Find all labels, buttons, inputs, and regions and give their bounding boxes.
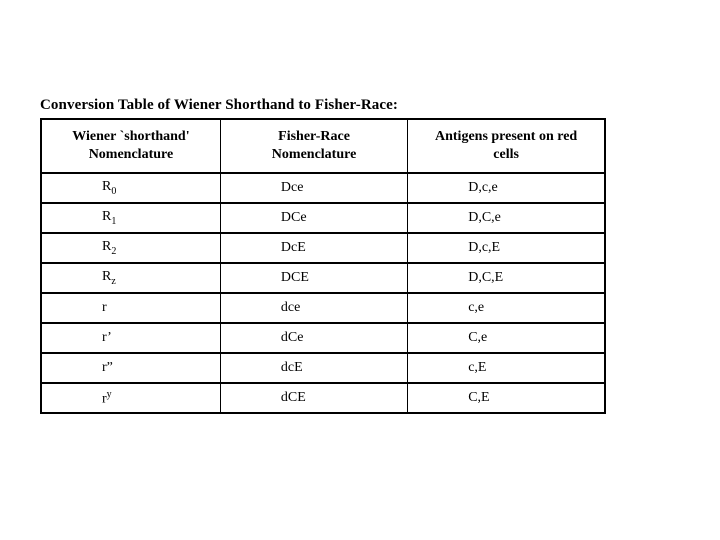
antigens-cell: D,C,e	[408, 203, 605, 233]
wiener-cell	[41, 233, 220, 263]
fisher-cell: DCE	[220, 263, 407, 293]
table-row	[41, 293, 605, 323]
table-title: Conversion Table of Wiener Shorthand to Fisher-Race:	[40, 97, 398, 113]
wiener-subscript: 0	[111, 185, 117, 197]
wiener-base: r’	[102, 330, 112, 345]
wiener-cell	[41, 353, 220, 383]
header-row	[41, 119, 605, 173]
table-row	[41, 173, 605, 203]
wiener-cell	[41, 263, 220, 293]
fisher-cell: dCe	[220, 323, 407, 353]
wiener-superscript: y	[106, 388, 112, 400]
fisher-cell: Dce	[220, 173, 407, 203]
header-fisher-line2: Nomenclature	[271, 147, 357, 162]
antigens-cell: D,C,E	[408, 263, 605, 293]
header-wiener-line1: Wiener `shorthand'	[72, 129, 190, 144]
wiener-base: R	[102, 239, 112, 255]
wiener-subscript: z	[111, 275, 116, 287]
wiener-subscript: 1	[111, 215, 117, 227]
header-fisher-line1: Fisher-Race	[278, 129, 350, 144]
table-row	[41, 323, 605, 353]
header-antigens-line2: cells	[493, 147, 519, 162]
header-wiener-line2: Nomenclature	[88, 147, 174, 162]
fisher-cell: dcE	[220, 353, 407, 383]
conversion-table	[40, 118, 606, 414]
wiener-cell	[41, 293, 220, 323]
wiener-base: R	[102, 269, 112, 285]
antigens-cell: C,e	[408, 323, 605, 353]
table-row	[41, 263, 605, 293]
header-antigens	[408, 119, 605, 173]
table-row	[41, 353, 605, 383]
antigens-cell: D,c,E	[408, 233, 605, 263]
wiener-cell	[41, 323, 220, 353]
fisher-cell: dce	[220, 293, 407, 323]
wiener-subscript: 2	[111, 245, 117, 257]
wiener-base: R	[102, 209, 112, 225]
header-antigens-line1: Antigens present on red	[435, 129, 578, 144]
fisher-cell: dCE	[220, 383, 407, 413]
antigens-cell: c,e	[408, 293, 605, 323]
fisher-cell: DCe	[220, 203, 407, 233]
table-row	[41, 383, 605, 413]
antigens-cell: C,E	[408, 383, 605, 413]
table-row	[41, 233, 605, 263]
fisher-cell: DcE	[220, 233, 407, 263]
wiener-cell	[41, 383, 220, 413]
wiener-base: R	[102, 179, 112, 195]
antigens-cell: c,E	[408, 353, 605, 383]
wiener-base: r	[102, 300, 107, 315]
header-wiener	[41, 119, 220, 173]
header-fisher-race	[220, 119, 407, 173]
wiener-cell	[41, 203, 220, 233]
antigens-cell: D,c,e	[408, 173, 605, 203]
wiener-cell	[41, 173, 220, 203]
table-row	[41, 203, 605, 233]
wiener-base: r”	[102, 360, 113, 375]
wiener-base: r	[102, 391, 107, 407]
